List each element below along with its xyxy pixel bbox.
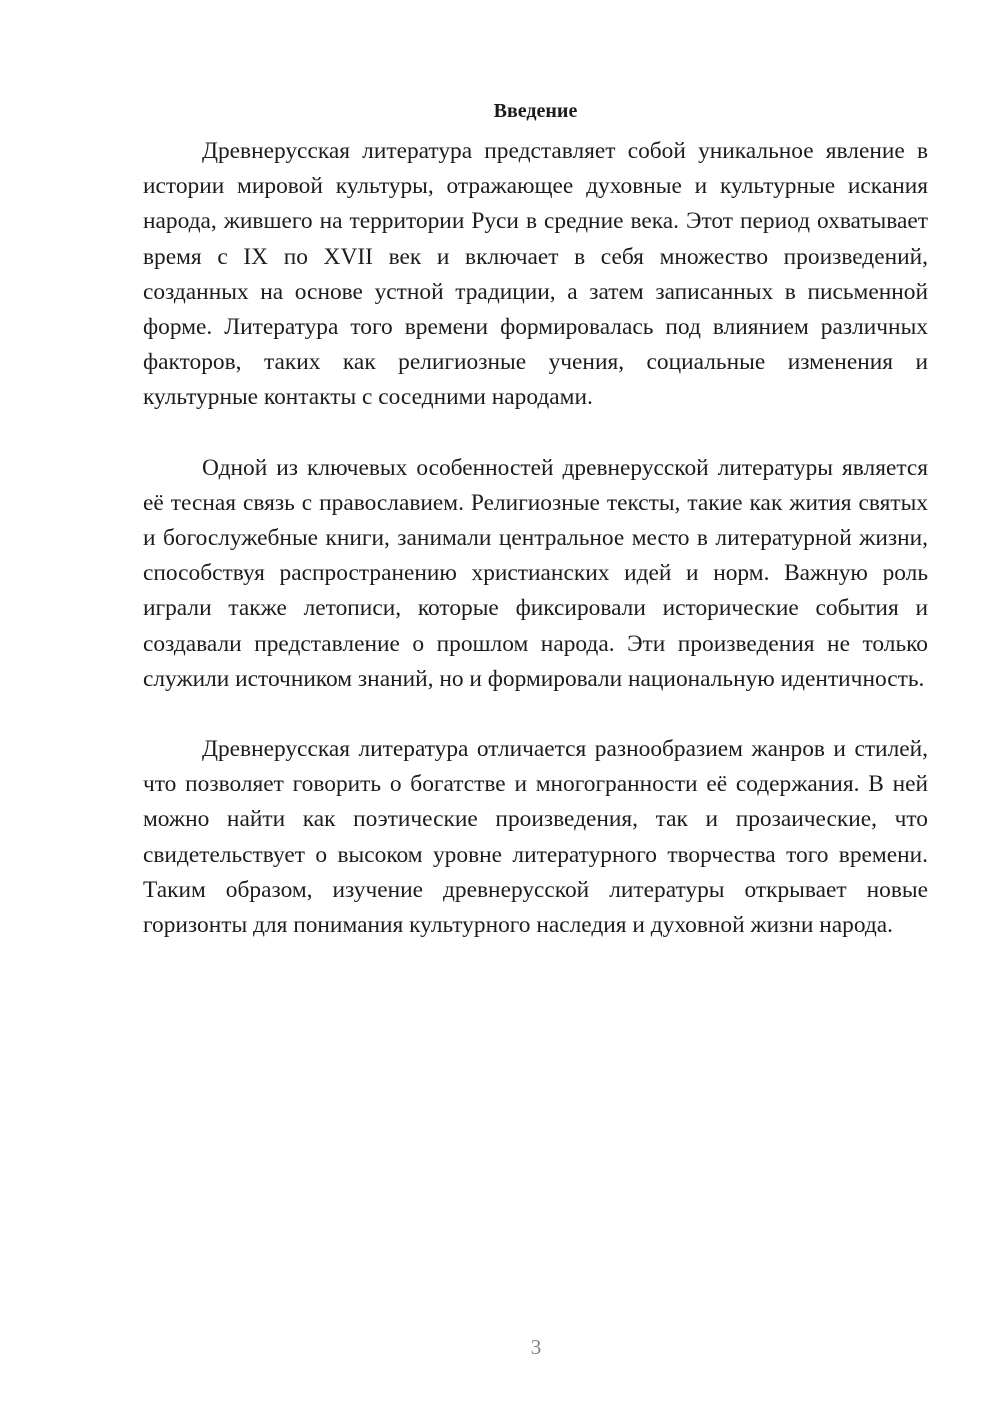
paragraph-1: Древнерусская литература представляет собой уникальное явление в истории мировой культуры, отражающее духовные и культурные искания народа, жившего на территории Руси в средние века. Этот период охватывает время с IX по XVII век и включает в себя множество произведений, созданных на основе устной традиции, а затем записанных в письменной форме. Литература того времени формировалась под влиянием различных факторов, таких как религиозные учения, социальные изменения и культурные контакты с соседними народами. (143, 138, 928, 411)
page-number: 3 (530, 1335, 542, 1359)
section-title: Введение (493, 100, 578, 122)
page-body (143, 92, 928, 943)
paragraph-3: Древнерусская литература отличается разнообразием жанров и стилей, что позволяет говорить о богатстве и многогранности её содержания. В ней можно найти как поэтические произведения, так и прозаические, что свидетельствует о высоком уровне литературного творчества того времени. Таким образом, изучение древнерусской литературы открывает новые горизонты для понимания культурного наследия и духовной жизни народа. (143, 736, 928, 939)
paragraph-2: Одной из ключевых особенностей древнерусской литературы является её тесная связь с православием. Религиозные тексты, такие как жития святых и богослужебные книги, занимали центральное место в литературной жизни, способствуя распространению христианских идей и норм. Важную роль играли также летописи, которые фиксировали исторические события и создавали представление о прошлом народа. Эти произведения не только служили источником знаний, но и формировали национальную идентичность. (143, 454, 928, 692)
